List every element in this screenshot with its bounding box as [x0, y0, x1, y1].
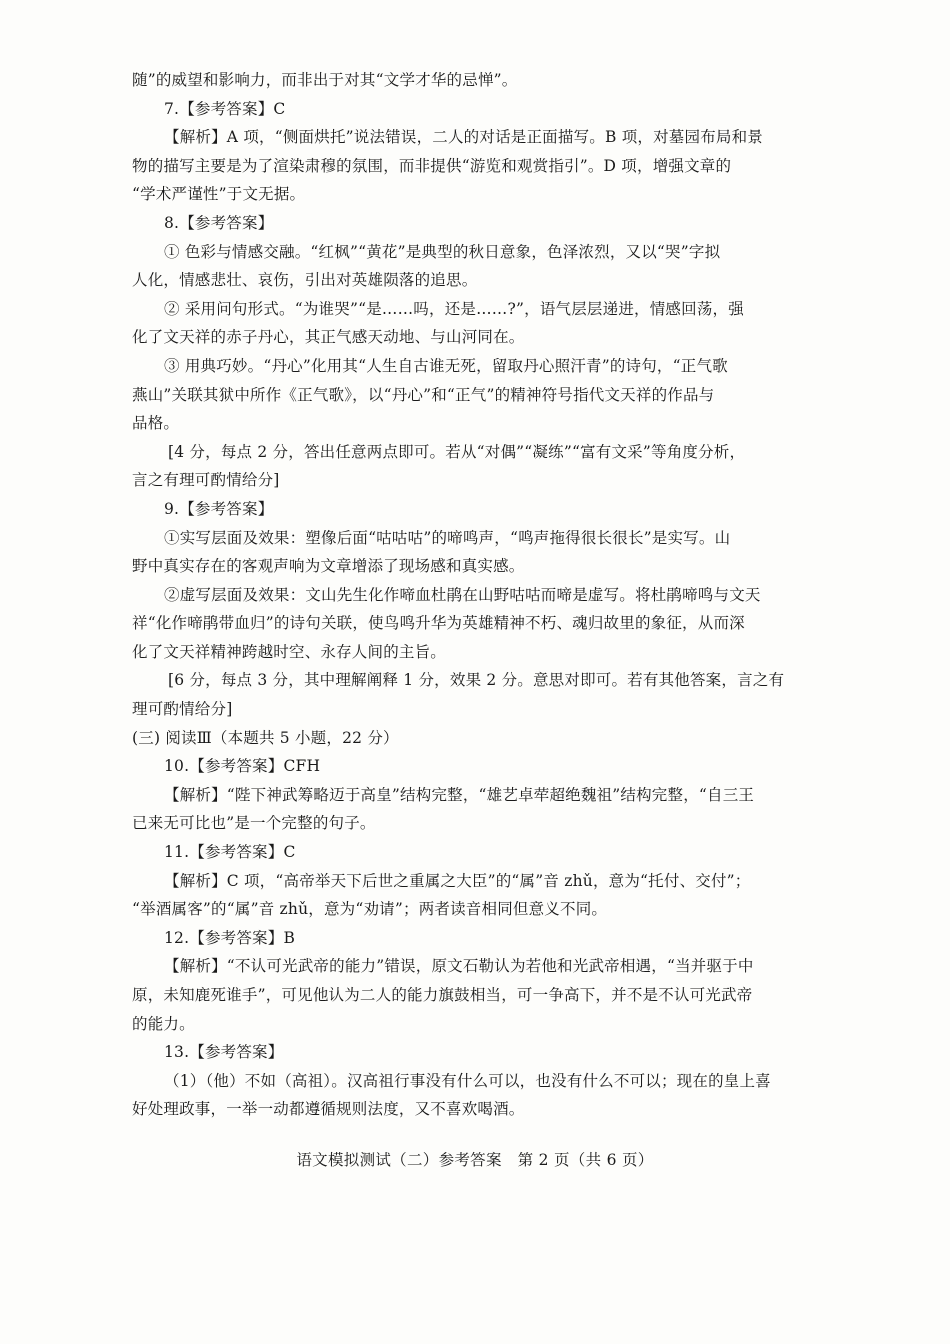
text-line: 人化，情感悲壮、哀伤，引出对英雄陨落的追思。: [132, 271, 478, 290]
text-line: “学术严谨性”于文无据。: [132, 185, 306, 204]
text-line: 燕山”关联其狱中所作《正气歌》，以“丹心”和“正气”的精神符号指代文天祥的作品与: [132, 385, 715, 404]
text-line: ① 色彩与情感交融。“红枫”“黄花”是典型的秋日意象，色泽浓烈，又以“哭”字拟: [164, 242, 721, 261]
text-line: 13.【参考答案】: [164, 1043, 284, 1062]
text-line: 好处理政事，一举一动都遵循规则法度，又不喜欢喝酒。: [132, 1100, 525, 1119]
text-line: “举酒属客”的“属”音 zhǔ，意为“劝请”；两者读音相同但意义不同。: [132, 900, 608, 919]
text-line: 野中真实存在的客观声响为文章增添了现场感和真实感。: [132, 557, 525, 576]
text-line: 化了文天祥的赤子丹心，其正气感天动地、与山河同在。: [132, 328, 525, 347]
text-line: 7.【参考答案】C: [164, 99, 286, 118]
text-line: (三) 阅读Ⅲ（本题共 5 小题，22 分）: [132, 728, 399, 747]
text-line: 言之有理可酌情给分]: [132, 471, 280, 490]
text-line: 【解析】“不认可光武帝的能力”错误，原文石勒认为若他和光武帝相遇，“当并驱于中: [164, 957, 754, 976]
text-line: 的能力。: [132, 1014, 195, 1033]
text-line: [4 分，每点 2 分，答出任意两点即可。若从“对偶”“凝练”“富有文采”等角度分析，: [168, 442, 746, 461]
text-line: ③ 用典巧妙。“丹心”化用其“人生自古谁无死，留取丹心照汗青”的诗句，“正气歌: [164, 356, 728, 375]
answer-content: [132, 66, 818, 1124]
text-line: ②虚写层面及效果：文山先生化作啼血杜鹃在山野咕咕而啼是虚写。将杜鹃啼鸣与文天: [164, 585, 761, 604]
text-line: ② 采用问句形式。“为谁哭”“是……吗，还是……?”，语气层层递进，情感回荡，强: [164, 299, 744, 318]
text-line: 品格。: [132, 414, 180, 433]
text-line: 祥“化作啼鹃带血归”的诗句关联，使鸟鸣升华为英雄精神不朽、魂归故里的象征，从而深: [132, 614, 745, 633]
text-line: 已来无可比也”是一个完整的句子。: [132, 814, 376, 833]
text-line: [6 分，每点 3 分，其中理解阐释 1 分，效果 2 分。意思对即可。若有其他答案，言之有: [168, 671, 785, 690]
page-footer: 语文模拟测试（二）参考答案 第 2 页（共 6 页）: [296, 1151, 654, 1169]
text-line: 理可酌情给分]: [132, 700, 233, 719]
text-line: 9.【参考答案】: [164, 499, 274, 518]
text-line: 11.【参考答案】C: [164, 843, 296, 862]
text-line: 化了文天祥精神跨越时空、永存人间的主旨。: [132, 642, 447, 661]
text-line: 物的描写主要是为了渲染肃穆的氛围，而非提供“游览和观赏指引”。D 项，增强文章的: [132, 156, 732, 175]
text-line: 【解析】C 项，“高帝举天下后世之重属之大臣”的“属”音 zhǔ，意为“托付、交付”；: [164, 871, 751, 890]
text-line: 8.【参考答案】: [164, 213, 274, 232]
text-line: 原，未知鹿死谁手”，可见他认为二人的能力旗鼓相当，可一争高下，并不是不认可光武帝: [132, 986, 753, 1004]
text-line: 随”的威望和影响力，而非出于对其“文学才华的忌惮”。: [132, 71, 518, 89]
text-line: 【解析】A 项，“侧面烘托”说法错误，二人的对话是正面描写。B 项，对墓园布局和景: [164, 128, 763, 147]
text-line: 12.【参考答案】B: [164, 928, 296, 947]
text-line: （1）（他）不如（高祖）。汉高祖行事没有什么可以，也没有什么不可以；现在的皇上喜: [164, 1071, 771, 1090]
text-line: ①实写层面及效果：塑像后面“咕咕咕”的啼鸣声，“鸣声拖得很长很长”是实写。山: [164, 528, 731, 547]
text-line: 10.【参考答案】CFH: [164, 757, 321, 776]
text-line: 【解析】“陛下神武筹略迈于高皇”结构完整，“雄艺卓荦超绝魏祖”结构完整，“自三王: [164, 785, 755, 804]
